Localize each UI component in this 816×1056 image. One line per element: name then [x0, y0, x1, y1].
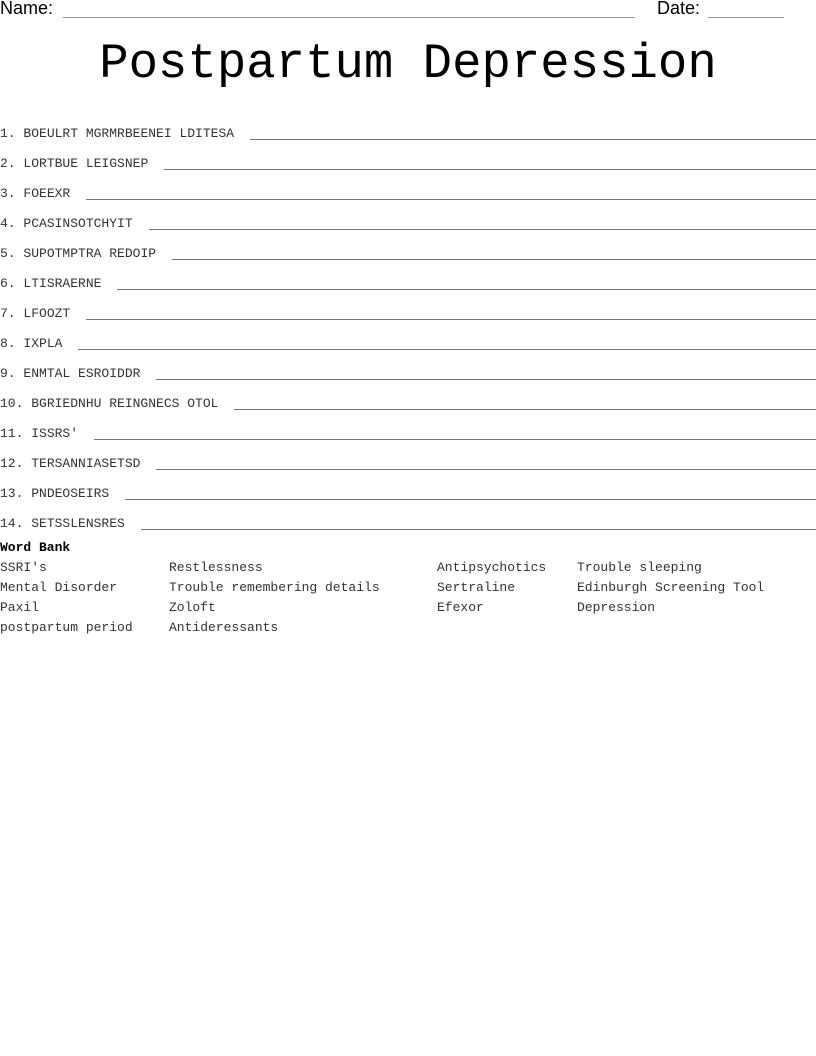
scramble-text: [0, 426, 94, 442]
answer-line[interactable]: [125, 499, 816, 500]
scrambled-word: LTISRAERNE: [23, 276, 102, 291]
name-field-line[interactable]: [63, 17, 635, 18]
scrambled-word: LORTBUE LEIGSNEP: [23, 156, 149, 171]
scramble-text: [0, 276, 117, 292]
scramble-number: 5.: [0, 246, 16, 261]
word-bank-grid: [0, 560, 816, 640]
word-bank-item: Trouble sleeping: [577, 560, 702, 575]
name-label: Name:: [0, 0, 54, 18]
scramble-number: 9.: [0, 366, 16, 381]
word-bank-item: Trouble remembering details: [169, 580, 380, 595]
scrambled-word: BOEULRT MGRMRBEENEI LDITESA: [23, 126, 235, 141]
scrambled-word: PCASINSOTCHYIT: [23, 216, 133, 231]
answer-line[interactable]: [164, 169, 816, 170]
scramble-text: [0, 516, 141, 532]
word-bank-item: Zoloft: [169, 600, 216, 615]
scramble-text: [0, 366, 156, 382]
word-bank-item: Edinburgh Screening Tool: [577, 580, 765, 595]
answer-line[interactable]: [94, 439, 816, 440]
scramble-row: [0, 382, 816, 412]
date-field-line[interactable]: [708, 17, 784, 18]
scramble-number: 11.: [0, 426, 24, 441]
scramble-list: [0, 112, 816, 532]
scramble-number: 14.: [0, 516, 24, 531]
word-bank-item: Efexor: [437, 600, 484, 615]
scramble-row: [0, 322, 816, 352]
scramble-text: [0, 456, 156, 472]
scramble-row: [0, 412, 816, 442]
scramble-text: [0, 486, 125, 502]
scrambled-word: BGRIEDNHU REINGNECS OTOL: [31, 396, 219, 411]
scramble-text: [0, 246, 172, 262]
scramble-text: [0, 216, 149, 232]
word-bank-item: Antideressants: [169, 620, 279, 635]
scramble-row: [0, 472, 816, 502]
scramble-text: [0, 336, 78, 352]
scrambled-word: FOEEXR: [23, 186, 71, 201]
scramble-number: 6.: [0, 276, 16, 291]
scrambled-word: TERSANNIASETSD: [31, 456, 141, 471]
scramble-text: [0, 396, 234, 412]
scramble-number: 10.: [0, 396, 24, 411]
worksheet-header: [0, 0, 816, 22]
scrambled-word: SUPOTMPTRA REDOIP: [23, 246, 157, 261]
word-bank-item: postpartum period: [0, 620, 133, 635]
scramble-row: [0, 352, 816, 382]
word-bank-item: Depression: [577, 600, 656, 615]
word-bank-item: Restlessness: [169, 560, 263, 575]
scrambled-word: ISSRS': [31, 426, 79, 441]
scramble-number: 7.: [0, 306, 16, 321]
scramble-number: 1.: [0, 126, 16, 141]
word-bank: [0, 540, 816, 640]
scrambled-word: IXPLA: [23, 336, 63, 351]
scramble-number: 8.: [0, 336, 16, 351]
scrambled-word: SETSSLENSRES: [31, 516, 125, 531]
answer-line[interactable]: [78, 349, 816, 350]
answer-line[interactable]: [117, 289, 816, 290]
scramble-row: [0, 292, 816, 322]
scramble-row: [0, 142, 816, 172]
scramble-number: 13.: [0, 486, 24, 501]
word-bank-item: SSRI's: [0, 560, 47, 575]
scrambled-word: PNDEOSEIRS: [31, 486, 110, 501]
answer-line[interactable]: [250, 139, 816, 140]
answer-line[interactable]: [141, 529, 816, 530]
scramble-row: [0, 172, 816, 202]
scramble-row: [0, 232, 816, 262]
scramble-text: [0, 126, 250, 142]
answer-line[interactable]: [234, 409, 816, 410]
word-bank-title: Word Bank: [0, 540, 71, 555]
scramble-row: [0, 502, 816, 532]
answer-line[interactable]: [86, 319, 816, 320]
word-bank-item: Sertraline: [437, 580, 516, 595]
scrambled-word: ENMTAL ESROIDDR: [23, 366, 141, 381]
scramble-row: [0, 112, 816, 142]
scramble-number: 3.: [0, 186, 16, 201]
scramble-text: [0, 186, 86, 202]
scrambled-word: LFOOZT: [23, 306, 71, 321]
answer-line[interactable]: [149, 229, 816, 230]
date-label: Date:: [657, 0, 701, 18]
scramble-text: [0, 156, 164, 172]
scramble-text: [0, 306, 86, 322]
scramble-number: 12.: [0, 456, 24, 471]
answer-line[interactable]: [86, 199, 816, 200]
scramble-row: [0, 202, 816, 232]
answer-line[interactable]: [156, 469, 816, 470]
answer-line[interactable]: [156, 379, 816, 380]
word-bank-item: Mental Disorder: [0, 580, 118, 595]
scramble-number: 4.: [0, 216, 16, 231]
page-title: Postpartum Depression: [99, 36, 717, 92]
scramble-number: 2.: [0, 156, 16, 171]
answer-line[interactable]: [172, 259, 816, 260]
word-bank-item: Antipsychotics: [437, 560, 547, 575]
word-bank-item: Paxil: [0, 600, 40, 615]
scramble-row: [0, 262, 816, 292]
scramble-row: [0, 442, 816, 472]
